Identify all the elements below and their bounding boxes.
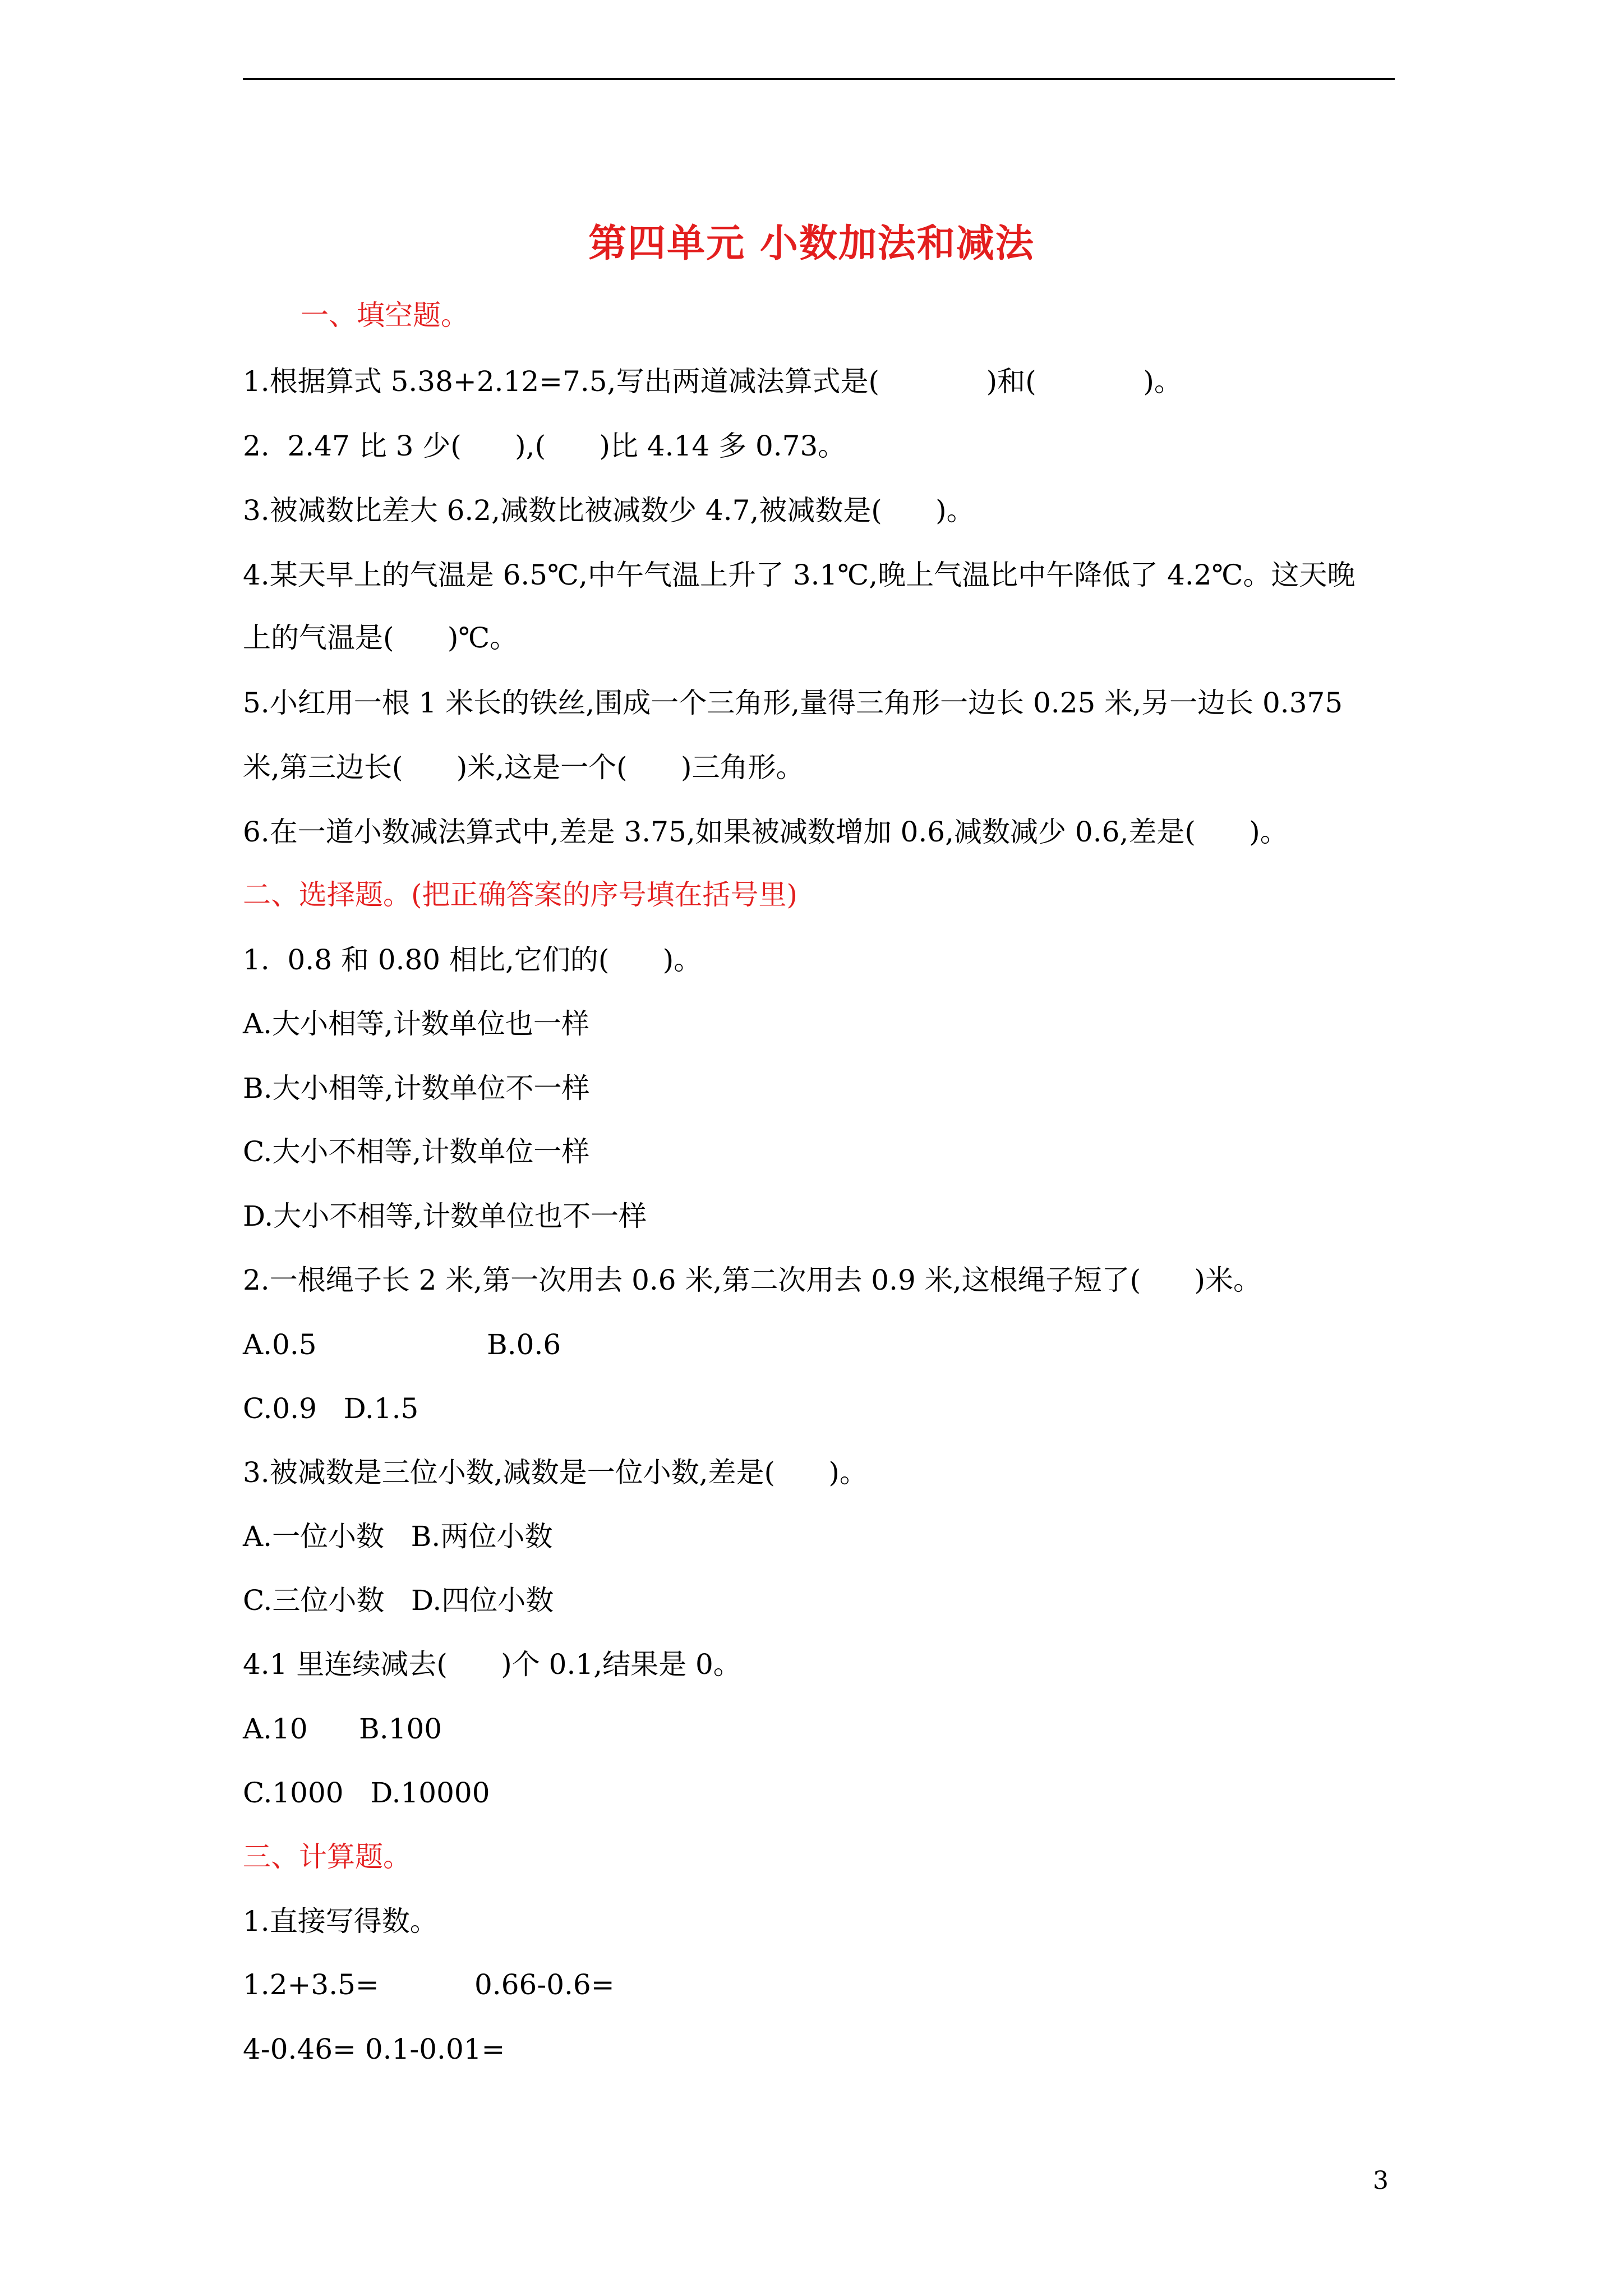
page-title: 第四单元 小数加法和减法 [588,221,1035,266]
question-1-4-line2: 上的气温是( )℃。 [243,622,518,654]
question-2-3: 3.被减数是三位小数,减数是一位小数,差是( )。 [243,1456,868,1489]
question-1-6: 6.在一道小数减法算式中,差是 3.75,如果被减数增加 0.6,减数减少 0.6,差是( )。 [243,816,1288,848]
question-1-5-line2: 米,第三边长( )米,这是一个( )三角形。 [243,751,804,784]
option-2-2-b: B.0.6 [487,1328,561,1361]
section2-heading: 二、选择题。(把正确答案的序号填在括号里) [243,878,798,911]
option-2-1-c: C.大小不相等,计数单位一样 [243,1135,590,1168]
section3-heading: 三、计算题。 [243,1841,411,1873]
option-2-1-d: D.大小不相等,计数单位也不一样 [243,1200,647,1232]
expression-2: 0.66-0.6= [474,1968,615,2001]
question-1-2: 2. 2.47 比 3 少( ),( )比 4.14 多 0.73。 [243,430,846,462]
expression-1: 1.2+3.5= [243,1968,379,2001]
question-2-1: 1. 0.8 和 0.80 相比,它们的( )。 [243,944,702,976]
option-2-1-b: B.大小相等,计数单位不一样 [243,1072,590,1105]
page-number: 3 [1373,2166,1389,2195]
question-1-1: 1.根据算式 5.38+2.12=7.5,写出两道减法算式是( )和( )。 [243,365,1182,398]
option-2-4-b: B.100 [359,1713,442,1745]
option-2-1-a: A.大小相等,计数单位也一样 [243,1007,589,1040]
options-2-3-ab: A.一位小数 B.两位小数 [243,1520,553,1553]
question-2-4: 4.1 里连续减去( )个 0.1,结果是 0。 [243,1648,741,1681]
question-3-1: 1.直接写得数。 [243,1905,438,1938]
options-2-2-cd: C.0.9 D.1.5 [243,1392,419,1425]
options-2-3-cd: C.三位小数 D.四位小数 [243,1584,554,1617]
option-2-4-a: A.10 [243,1713,308,1745]
header-rule [243,78,1395,80]
question-1-5-line1: 5.小红用一根 1 米长的铁丝,围成一个三角形,量得三角形一边长 0.25 米,另一边长 0.375 [243,687,1343,719]
question-1-4-line1: 4.某天早上的气温是 6.5℃,中午气温上升了 3.1℃,晚上气温比中午降低了 4.2℃。这天晚 [243,559,1355,591]
question-2-2: 2.一根绳子长 2 米,第一次用去 0.6 米,第二次用去 0.9 米,这根绳子短了( )米。 [243,1264,1261,1296]
question-1-3: 3.被减数比差大 6.2,减数比被减数少 4.7,被减数是( )。 [243,494,975,527]
option-2-2-a: A.0.5 [243,1328,317,1361]
expressions-row-2: 4-0.46= 0.1-0.01= [243,2033,505,2065]
options-2-4-cd: C.1000 D.10000 [243,1777,490,1809]
section1-heading: 一、填空题。 [301,299,469,332]
